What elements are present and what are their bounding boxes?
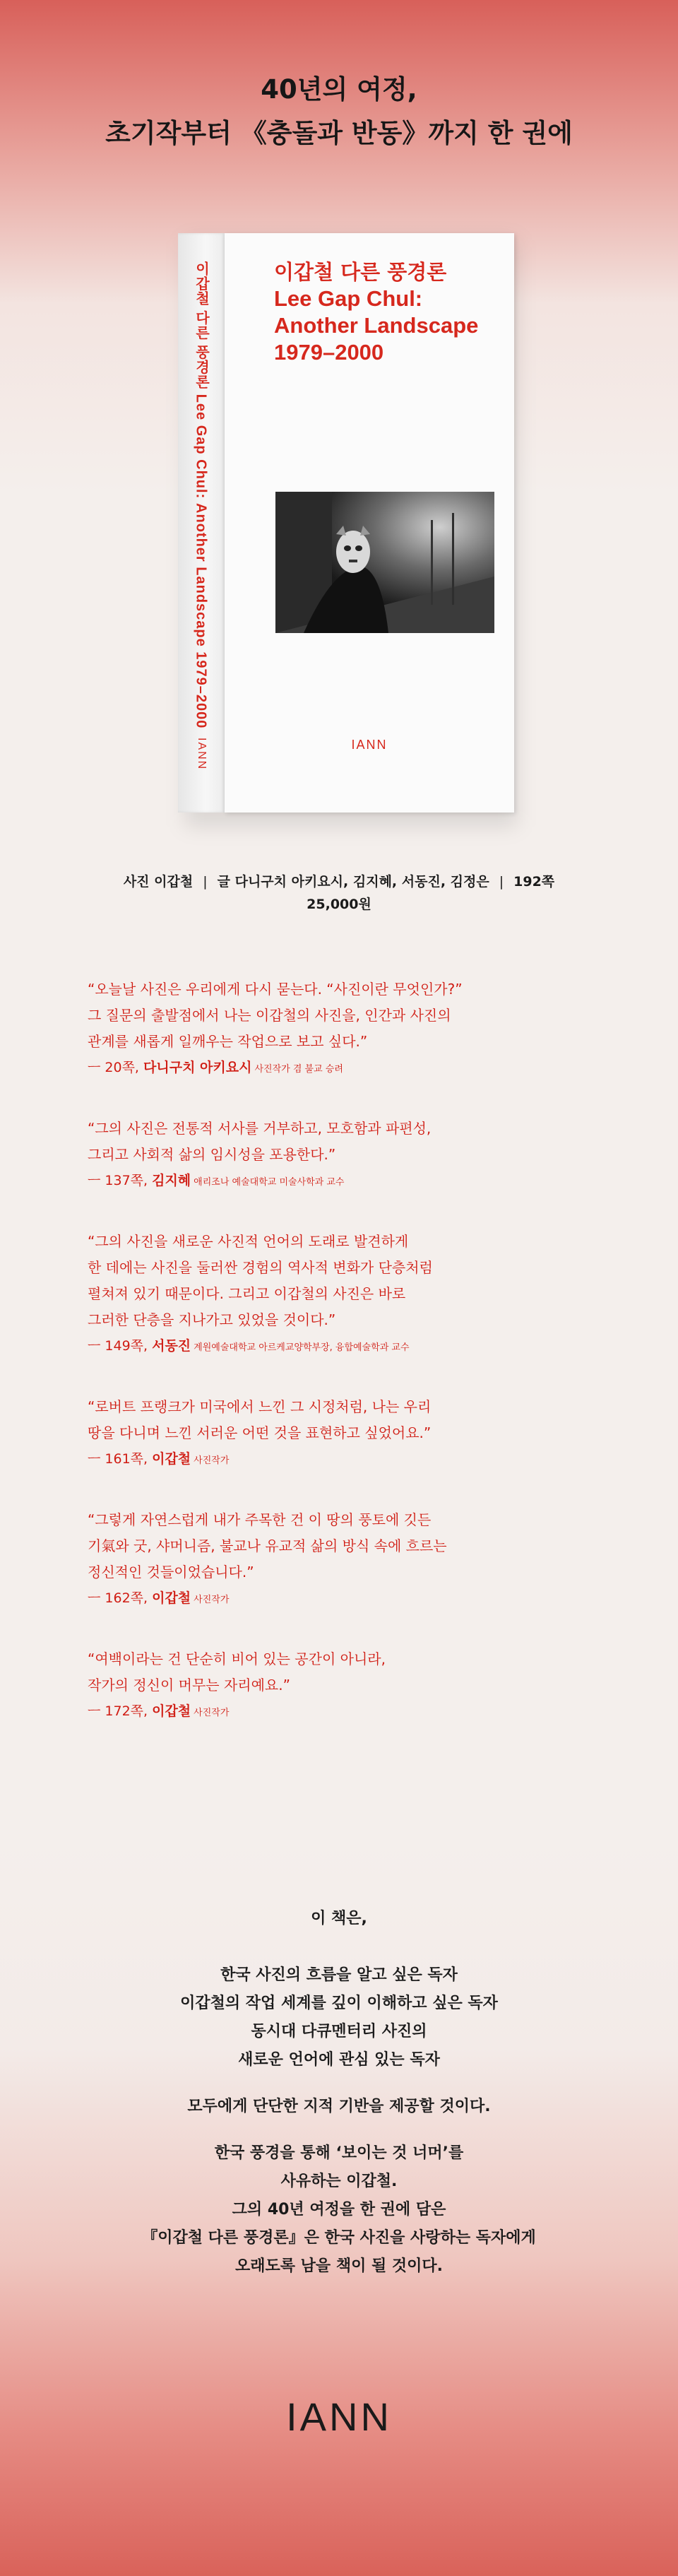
quote-page: ㅡ 20쪽, xyxy=(88,1060,144,1075)
reader-line: 새로운 언어에 관심 있는 독자 xyxy=(238,2051,440,2069)
closing-section xyxy=(0,1905,678,2299)
quote-author: 다니구치 아키요시 xyxy=(143,1060,252,1075)
cover-title-english-2: Another Landscape xyxy=(274,313,479,338)
quote-text: “그의 사진을 새로운 사진적 언어의 도래로 발견하게 한 데에는 사진을 둘러싼 경험의 역사적 변화가 단층처럼 펼쳐져 있기 때문이다. 그리고 이갑철의 사진은 바로 그러한 단층을 지나가고 있었을 것이다.” xyxy=(88,1233,433,1328)
book-spine xyxy=(178,233,225,813)
quote-source xyxy=(88,1585,596,1613)
quote-text: “그의 사진은 전통적 서사를 거부하고, 모호함과 파편성, 그리고 사회적 삶의 임시성을 포용한다.” xyxy=(88,1120,432,1163)
quote-page: ㅡ 172쪽, xyxy=(88,1703,153,1719)
reader-list xyxy=(0,1961,678,2074)
writer-credit: 글 다니구치 아키요시, 김지혜, 서동진, 김정은 xyxy=(217,874,489,890)
headline-line-2: 초기작부터 《충돌과 반동》까지 한 권에 xyxy=(105,118,573,148)
quote-item xyxy=(88,1394,596,1474)
quote-author: 이갑철 xyxy=(152,1703,191,1719)
cover-title-korean: 이갑철 다른 풍경론 xyxy=(274,260,447,284)
quote-text: “오늘날 사진은 우리에게 다시 묻는다. “사진이란 무엇인가?” 그 질문의 출발점에서 나는 이갑철의 사진을, 인간과 사진의 관계를 새롭게 일깨우는 작업으로 보고 싶다.” xyxy=(88,981,463,1050)
book-mockup xyxy=(164,212,517,827)
quote-author-role: 계원예술대학교 아르케교양학부장, 융합예술학과 교수 xyxy=(194,1342,410,1353)
quote-author-role: 사진작가 xyxy=(194,1708,230,1718)
quote-page: ㅡ 149쪽, xyxy=(88,1338,153,1354)
closing-final xyxy=(0,2139,678,2281)
quote-author: 서동진 xyxy=(152,1338,191,1354)
quote-item xyxy=(88,1116,596,1195)
separator: | xyxy=(203,874,208,890)
publisher-logo: IANN xyxy=(286,2394,392,2439)
quote-source xyxy=(88,1446,596,1474)
quote-author: 김지혜 xyxy=(152,1173,191,1188)
closing-heading: 이 책은, xyxy=(311,1910,367,1927)
quote-item xyxy=(88,976,596,1082)
book-cover xyxy=(225,233,514,813)
quote-item xyxy=(88,1646,596,1726)
quote-item xyxy=(88,1507,596,1613)
final-line: 『이갑철 다른 풍경론』은 한국 사진을 사랑하는 독자에게 xyxy=(142,2229,536,2247)
quote-author-role: 사진작가 겸 불교 승려 xyxy=(254,1064,343,1075)
quote-author: 이갑철 xyxy=(152,1590,191,1606)
cover-title-english-1: Lee Gap Chul: xyxy=(274,286,423,311)
book-meta xyxy=(0,870,678,916)
headline-line-1: 40년의 여정, xyxy=(261,74,417,105)
price: 25,000원 xyxy=(307,897,371,912)
quote-text: “여백이라는 건 단순히 비어 있는 공간이 아니라, 작가의 정신이 머무는 자리예요.” xyxy=(88,1650,386,1694)
reader-line: 이갑철의 작업 세계를 깊이 이해하고 싶은 독자 xyxy=(180,1995,498,2012)
page-count: 192쪽 xyxy=(513,874,555,890)
quote-text: “로버트 프랭크가 미국에서 느낀 그 시정처럼, 나는 우리 땅을 다니며 느낀 서러운 어떤 것을 표현하고 싶었어요.” xyxy=(88,1398,432,1441)
quote-source xyxy=(88,1698,596,1726)
closing-statement: 모두에게 단단한 지적 기반을 제공할 것이다. xyxy=(187,2098,491,2115)
quote-source xyxy=(88,1055,596,1082)
cover-years: 1979–2000 xyxy=(274,340,384,365)
final-line: 그의 40년 여정을 한 권에 담은 xyxy=(232,2201,446,2218)
headline xyxy=(0,68,678,155)
quote-author-role: 사진작가 xyxy=(194,1455,230,1466)
final-line: 한국 풍경을 통해 ‘보이는 것 너머’를 xyxy=(214,2144,464,2162)
cover-photo xyxy=(275,492,494,633)
quote-item xyxy=(88,1229,596,1361)
quote-source xyxy=(88,1333,596,1361)
separator: | xyxy=(499,874,504,890)
quote-author-role: 애리조나 예술대학교 미술사학과 교수 xyxy=(194,1177,345,1188)
reader-line: 동시대 다큐멘터리 사진의 xyxy=(251,2023,427,2040)
cover-logo: IANN xyxy=(351,738,388,752)
quote-page: ㅡ 162쪽, xyxy=(88,1590,153,1606)
spine-logo: IANN xyxy=(196,737,208,770)
quote-page: ㅡ 161쪽, xyxy=(88,1451,153,1467)
quote-text: “그렇게 자연스럽게 내가 주목한 건 이 땅의 풍토에 깃든 기氣와 굿, 샤머니즘, 불교나 유교적 삶의 방식 속에 흐르는 정신적인 것들이었습니다.” xyxy=(88,1511,447,1581)
quote-author-role: 사진작가 xyxy=(194,1595,230,1605)
quote-page: ㅡ 137쪽, xyxy=(88,1173,153,1188)
cover-photo-image xyxy=(275,492,494,633)
quotes-section xyxy=(88,976,596,1759)
credits-line xyxy=(0,870,678,893)
final-line: 오래도록 남을 책이 될 것이다. xyxy=(234,2257,444,2275)
final-line: 사유하는 이갑철. xyxy=(280,2173,398,2190)
reader-line: 한국 사진의 흐름을 알고 싶은 독자 xyxy=(220,1966,458,1984)
spine-title: 이갑철 다른 풍경론 Lee Gap Chul: Another Landscape 1979–2000 xyxy=(193,261,209,729)
quote-author: 이갑철 xyxy=(152,1451,191,1467)
quote-source xyxy=(88,1168,596,1195)
cover-title xyxy=(274,259,500,366)
photo-credit: 사진 이갑철 xyxy=(123,874,194,890)
